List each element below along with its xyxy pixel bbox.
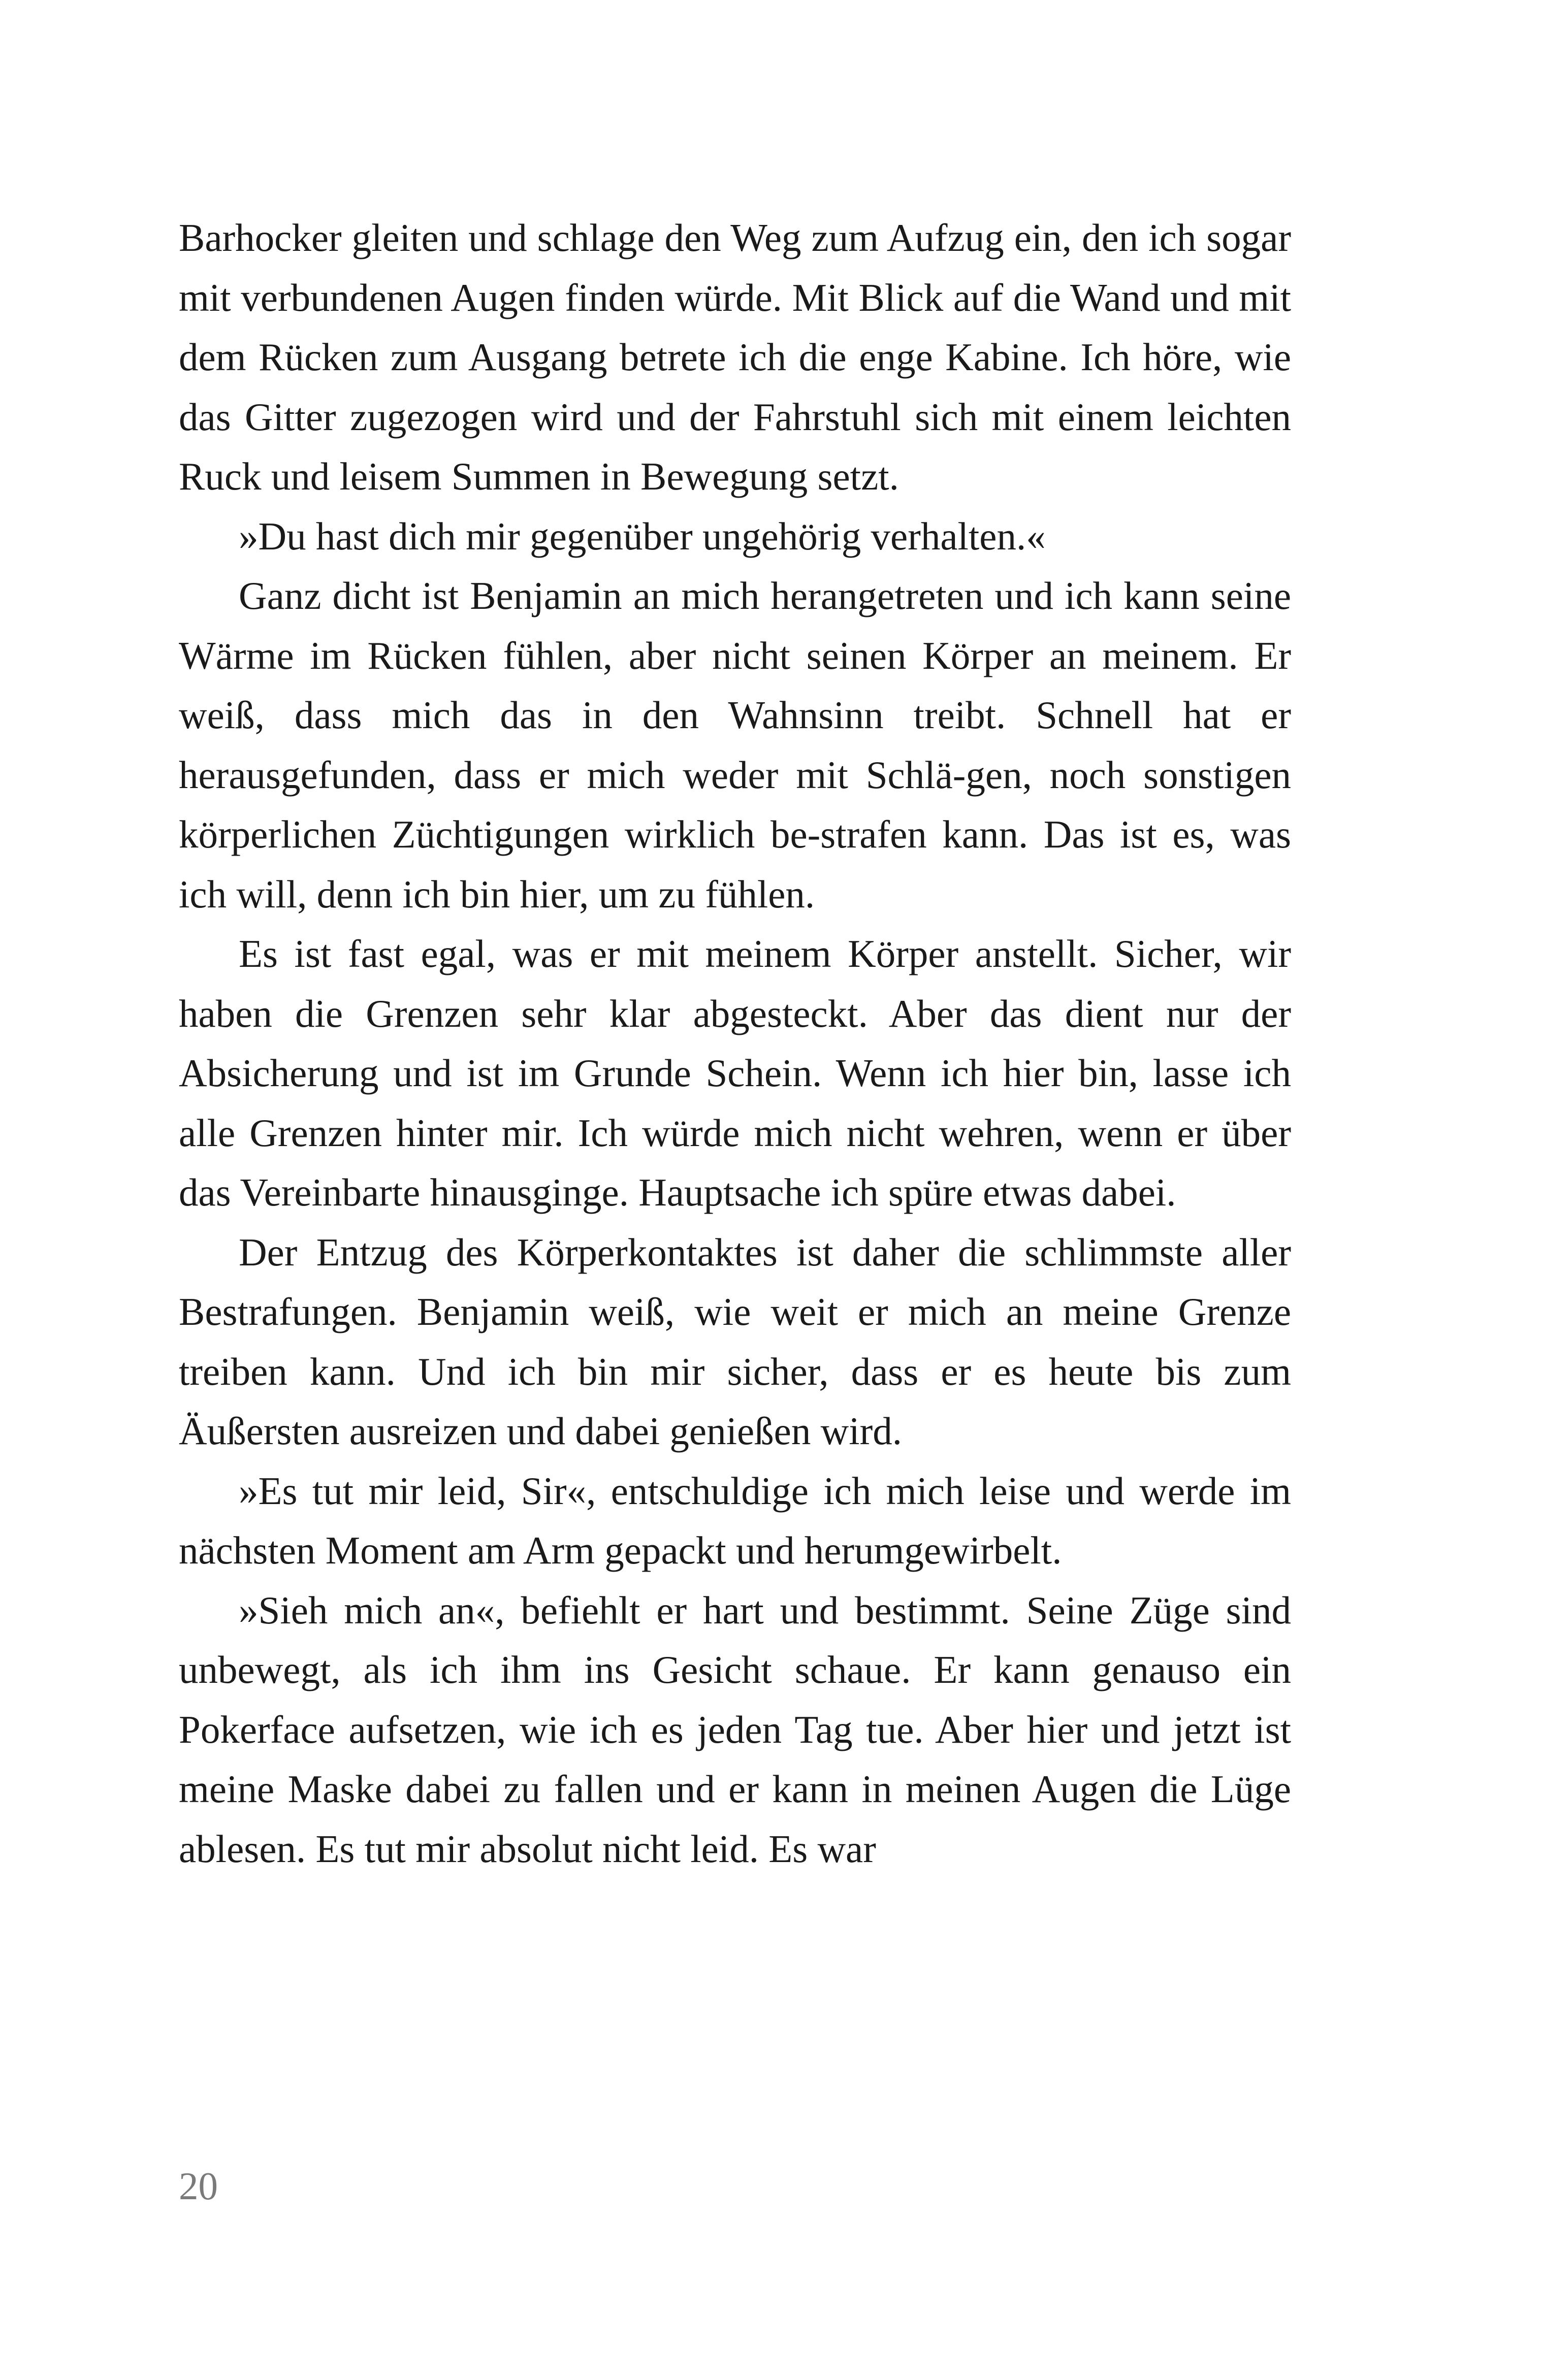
page-number: 20 <box>179 2164 218 2208</box>
paragraph-7: »Sieh mich an«, befiehlt er hart und bestimmt. Seine Züge sind unbewegt, als ich ihm ins Gesicht schaue. Er kann genauso ein Pokerface aufsetzen, wie ich es jeden Tag tue. Aber hier und jetzt ist meine Maske dabei zu fallen und er kann in meinen Augen die Lüge ablesen. Es tut mir absolut nicht leid. Es war <box>179 1588 1291 1871</box>
paragraph-1: Barhocker gleiten und schlage den Weg zum Aufzug ein, den ich sogar mit verbundenen Augen finden würde. Mit Blick auf die Wand und mit dem Rücken zum Ausgang betrete ich die enge Kabine. Ich höre, wie das Gitter zugezogen wird und der Fahrstuhl sich mit einem leichten Ruck und leisem Summen in Bewegung setzt. <box>179 216 1291 498</box>
paragraph-4: Es ist fast egal, was er mit meinem Körper anstellt. Sicher, wir haben die Grenzen sehr klar abgesteckt. Aber das dient nur der Absicherung und ist im Grunde Schein. Wenn ich hier bin, lasse ich alle Grenzen hinter mir. Ich würde mich nicht wehren, wenn er über das Vereinbarte hinausginge. Hauptsache ich spüre etwas dabei. <box>179 932 1291 1214</box>
paragraph-3: Ganz dicht ist Benjamin an mich herangetreten und ich kann seine Wärme im Rücken fühlen, aber nicht seinen Körper an meinem. Er weiß, dass mich das in den Wahnsinn treibt. Schnell hat er herausgefunden, dass er mich weder mit Schlä-gen, noch sonstigen körperlichen Züchtigungen wirklich be-strafen kann. Das ist es, was ich will, denn ich bin hier, um zu fühlen. <box>179 574 1291 916</box>
body-text <box>179 208 1291 1879</box>
paragraph-2: »Du hast dich mir gegenüber ungehörig verhalten.« <box>239 514 1046 558</box>
paragraph-5: Der Entzug des Körperkontaktes ist daher die schlimmste aller Bestrafungen. Benjamin weiß, wie weit er mich an meine Grenze treiben kann. Und ich bin mir sicher, dass er es heute bis zum Äußersten ausreizen und dabei genießen wird. <box>179 1230 1291 1453</box>
paragraph-6: »Es tut mir leid, Sir«, entschuldige ich mich leise und werde im nächsten Moment am Arm gepackt und herumgewirbelt. <box>179 1469 1291 1572</box>
